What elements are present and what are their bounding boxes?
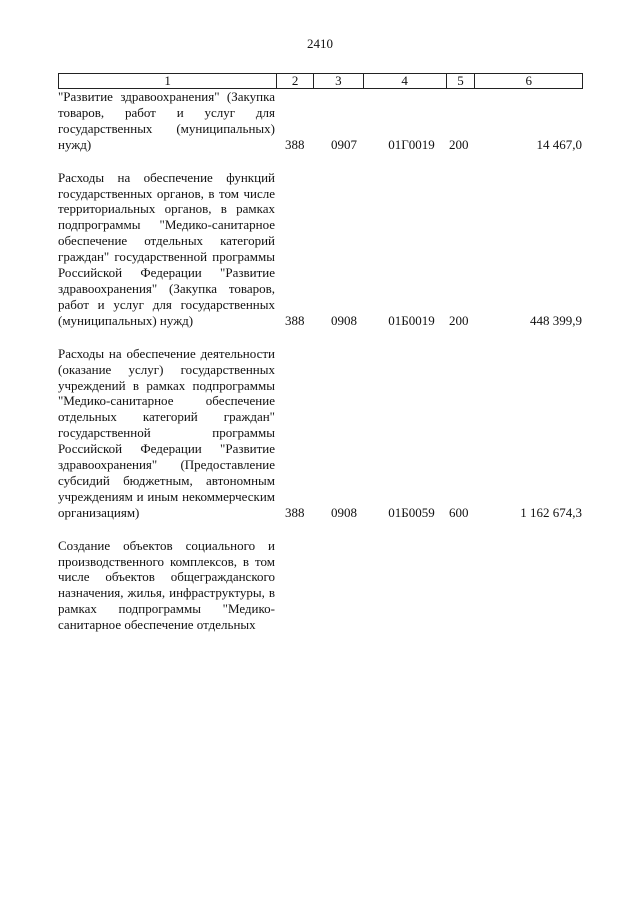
header-col-5: 5 [447, 74, 476, 88]
row-description: Расходы на обеспечение функций государственных органов, в том числе территориальных органов, в рамках подпрограммы "Медико-санитарное обеспечение отдельных категорий граждан" государственной программы Российской Федерации "Развитие здравоохранения" (Закупка товаров, работ и услуг для государственных (муниципальных) нужд) [58, 169, 275, 328]
row-amount: 448 399,9 [530, 312, 582, 328]
table-row [58, 538, 583, 633]
row-ministry-code: 388 [285, 504, 305, 520]
table-header [58, 73, 583, 89]
row-target-code: 01Г0019 [388, 136, 435, 152]
row-target-code: 01Б0059 [388, 504, 435, 520]
row-section-code: 0908 [331, 504, 357, 520]
row-expense-type: 200 [449, 312, 469, 328]
row-description: Создание объектов социального и производственного комплексов, в том числе объектов общегражданского назначения, жилья, инфраструктуры, в рамках подпрограммы "Медико-санитарное обеспечение отдельных [58, 537, 275, 633]
row-ministry-code: 388 [285, 312, 305, 328]
row-amount: 1 162 674,3 [520, 504, 582, 520]
header-col-2: 2 [277, 74, 314, 88]
table-row [58, 346, 583, 521]
header-col-6: 6 [525, 73, 532, 88]
row-amount: 14 467,0 [536, 136, 582, 152]
row-target-code: 01Б0019 [388, 312, 435, 328]
row-description: "Развитие здравоохранения" (Закупка товаров, работ и услуг для государственных (муниципальных) нужд) [58, 89, 275, 152]
row-section-code: 0908 [331, 312, 357, 328]
row-ministry-code: 388 [285, 136, 305, 152]
row-expense-type: 600 [449, 504, 469, 520]
header-col-4: 4 [364, 74, 447, 88]
row-expense-type: 200 [449, 136, 469, 152]
table-row [58, 89, 583, 153]
page-number: 2410 [307, 36, 333, 51]
row-section-code: 0907 [331, 136, 357, 152]
row-description: Расходы на обеспечение деятельности (оказание услуг) государственных учреждений в рамках подпрограммы "Медико-санитарное обеспечение отдельных категорий граждан" государственной программы Российской Федерации "Развитие здравоохранения" (Предоставление субсидий бюджетным, автономным учреждениям и иным некоммерческим организациям) [58, 345, 275, 520]
header-col-1: 1 [59, 74, 277, 88]
table-body [58, 89, 583, 650]
header-col-3: 3 [314, 74, 364, 88]
table-row [58, 170, 583, 329]
